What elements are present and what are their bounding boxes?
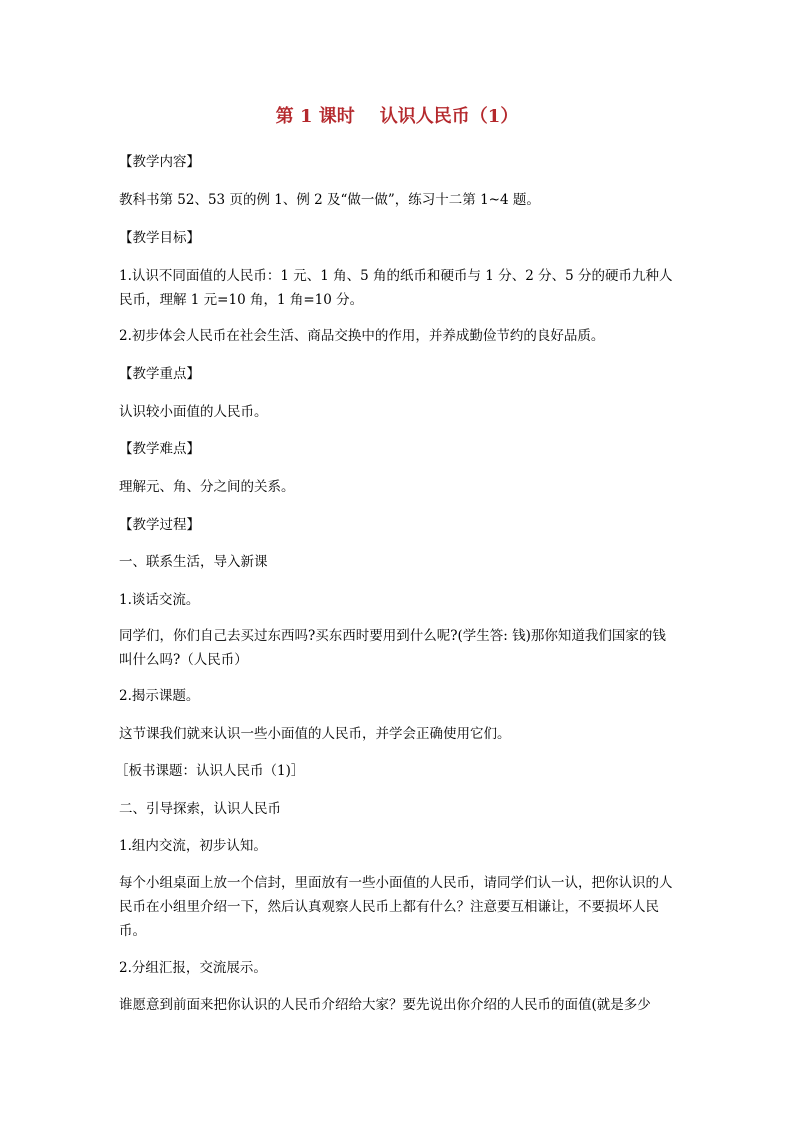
difficulty-text: 理解元、角、分之间的关系。: [119, 479, 295, 495]
section-heading-difficulty: 【教学难点】: [119, 441, 200, 457]
step-two-heading: 二、引导探索，认识人民币: [119, 801, 281, 817]
section-heading-key-point: 【教学重点】: [119, 366, 200, 382]
lesson-title: 第 1 课时 认识人民币（1）: [275, 106, 519, 127]
step-2-1-text: 1.组内交流，初步认知。: [119, 838, 267, 854]
dialogue-text: 同学们，你们自己去买过东西吗?买东西时要用到什么呢?(学生答: 钱)那你知道我们国家的钱叫什么吗?（人民币）: [119, 628, 666, 668]
section-heading-goals: 【教学目标】: [119, 230, 200, 246]
content-text: 教科书第 52、53 页的例 1、例 2 及“做一做”，练习十二第 1~4 题。: [119, 192, 540, 208]
goal-1-text: 1.认识不同面值的人民币：1 元、1 角、5 角的纸币和硬币与 1 分、2 分、5 分的硬币九种人民币，理解 1 元=10 角，1 角=10 分。: [119, 268, 673, 308]
step-1-1-text: 1.谈话交流。: [119, 592, 200, 608]
board-title-text: ［板书课题：认识人民币（1)］: [115, 763, 305, 779]
step-2-2-text: 2.分组汇报，交流展示。: [119, 960, 267, 976]
section-heading-process: 【教学过程】: [119, 517, 200, 533]
section-heading-content: 【教学内容】: [119, 154, 200, 170]
presentation-text: 谁愿意到前面来把你认识的人民币介绍给大家？要先说出你介绍的人民币的面值(就是多少: [119, 997, 651, 1013]
topic-intro-text: 这节课我们就来认识一些小面值的人民币，并学会正确使用它们。: [119, 726, 511, 742]
group-activity-text: 每个小组桌面上放一个信封，里面放有一些小面值的人民币，请同学们认一认，把你认识的人民币在小组里介绍一下，然后认真观察人民币上都有什么？注意要互相谦让，不要损坏人民币。: [119, 875, 673, 939]
step-one-heading: 一、联系生活，导入新课: [119, 554, 268, 570]
step-1-2-text: 2.揭示课题。: [119, 688, 200, 704]
key-point-text: 认识较小面值的人民币。: [119, 404, 268, 420]
goal-2-text: 2.初步体会人民币在社会生活、商品交换中的作用，并养成勤俭节约的良好品质。: [119, 328, 605, 344]
